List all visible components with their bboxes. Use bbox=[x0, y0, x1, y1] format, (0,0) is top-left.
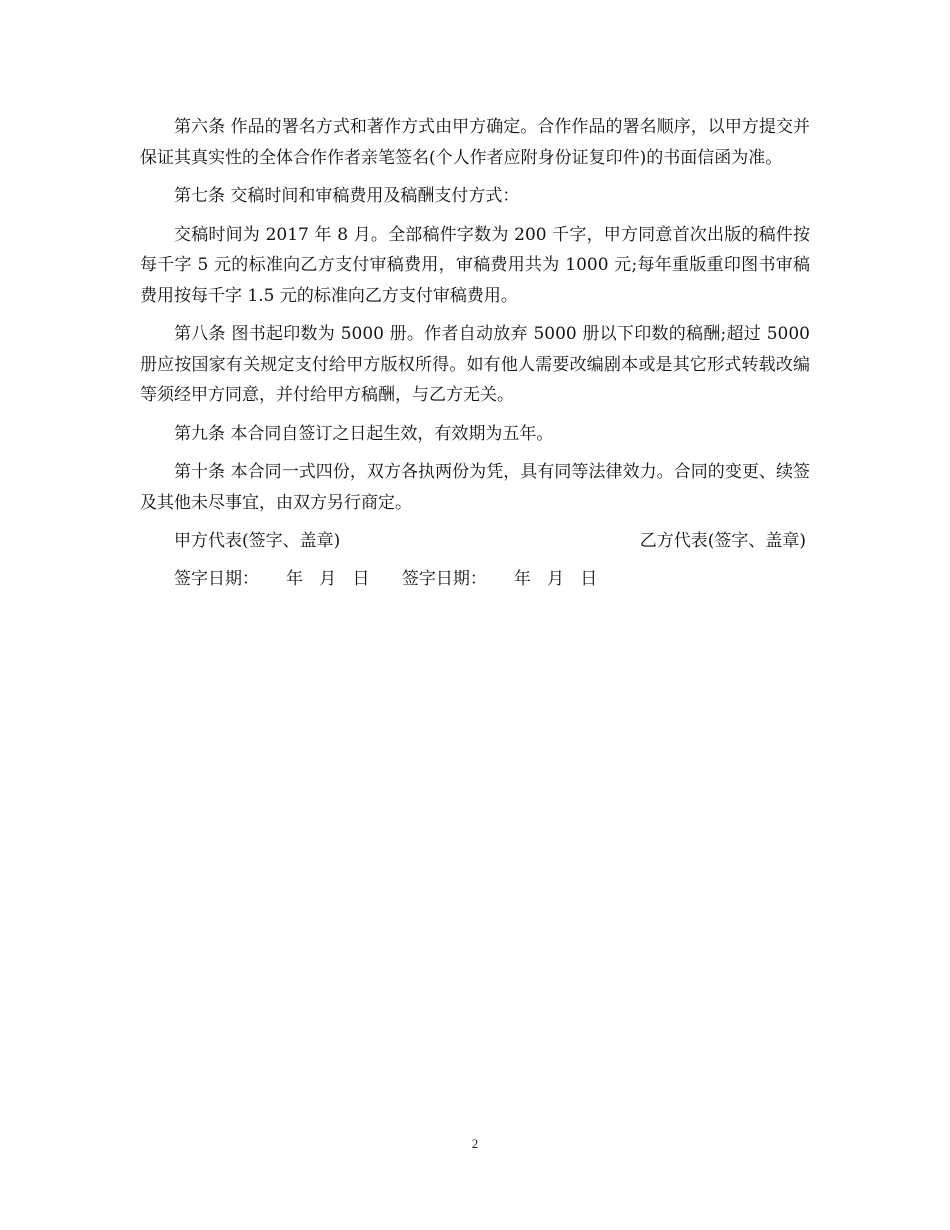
signing-date-line: 签字日期： 年 月 日 签字日期： 年 月 日 bbox=[174, 569, 598, 589]
page-number: 2 bbox=[471, 1136, 479, 1151]
delivery-terms-paragraph: 交稿时间为 2017 年 8 月。全部稿件字数为 200 千字，甲方同意首次出版的稿件按每千字 5 元的标准向乙方支付审稿费用，审稿费用共为 1000 元;每年重版重印图书审稿费用按每千字 1.5 元的标准向乙方支付审稿费用。 bbox=[140, 224, 810, 306]
article-10-paragraph: 第十条 本合同一式四份，双方各执两份为凭，具有同等法律效力。合同的变更、续签及其他未尽事宜，由双方另行商定。 bbox=[140, 462, 810, 513]
signature-row bbox=[140, 526, 810, 556]
article-9-paragraph: 第九条 本合同自签订之日起生效，有效期为五年。 bbox=[174, 423, 554, 444]
party-a-signature-label: 甲方代表(签字、盖章) bbox=[174, 531, 341, 551]
party-b-signature-label: 乙方代表(签字、盖章) bbox=[639, 531, 806, 551]
article-7-heading-paragraph: 第七条 交稿时间和审稿费用及稿酬支付方式： bbox=[174, 186, 520, 206]
article-6-paragraph: 第六条 作品的署名方式和著作方式由甲方确定。合作作品的署名顺序，以甲方提交并保证其真实性的全体合作作者亲笔签名(个人作者应附身份证复印件)的书面信函为准。 bbox=[140, 117, 810, 168]
article-8-paragraph: 第八条 图书起印数为 5000 册。作者自动放弃 5000 册以下印数的稿酬;超过 5000 册应按国家有关规定支付给甲方版权所得。如有他人需要改编剧本或是其它形式转载改编等须经甲方同意，并付给甲方稿酬，与乙方无关。 bbox=[140, 324, 810, 405]
document-body bbox=[140, 112, 810, 594]
